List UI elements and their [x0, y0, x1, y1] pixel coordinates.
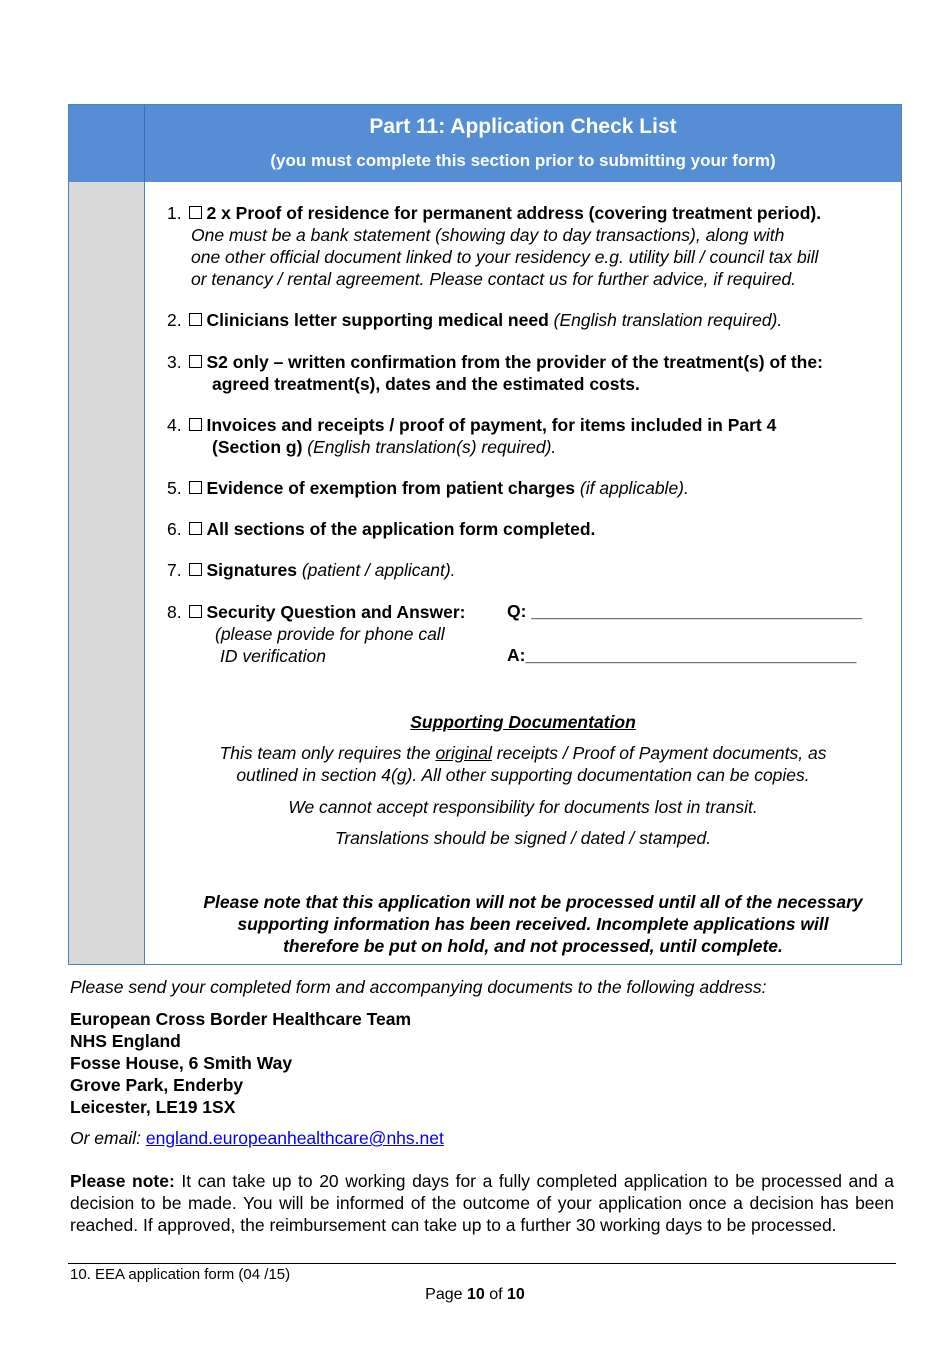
item-number: 5. [167, 478, 182, 498]
final-note-line-2: supporting information has been received. Incomplete applications will [237, 914, 829, 934]
checkbox-icon[interactable] [189, 313, 202, 326]
item-number: 4. [167, 415, 182, 435]
checklist-table [68, 104, 902, 965]
final-note-line-3: therefore be put on hold, and not processed, until complete. [283, 936, 783, 956]
final-note-line-1: Please note that this application will not be processed until all of the necessary [203, 892, 863, 912]
security-answer-field[interactable]: A:__________________________________ [507, 645, 857, 665]
please-note-label: Please note: [70, 1171, 175, 1191]
item-bold-text-cont: agreed treatment(s), dates and the estimated costs. [212, 374, 640, 394]
address-line: Grove Park, Enderby [70, 1075, 244, 1095]
header-left-cell [69, 105, 145, 182]
item-bold-text: S2 only – written confirmation from the provider of the treatment(s) of the: [206, 352, 823, 372]
item-bold-text: Signatures [206, 560, 297, 580]
checklist-item-6 [167, 518, 887, 540]
checkbox-icon[interactable] [189, 605, 202, 618]
page-number: Page 10 of 10 [425, 1286, 525, 1303]
email-link[interactable]: england.europeanhealthcare@nhs.net [145, 1128, 444, 1148]
address-line: Fosse House, 6 Smith Way [70, 1053, 293, 1073]
checklist-body [145, 182, 901, 964]
checkbox-icon[interactable] [189, 522, 202, 535]
checklist-item-7 [167, 559, 887, 581]
item-bold-text-cont: (Section g) [212, 437, 303, 457]
address-line: NHS England [70, 1031, 181, 1051]
item-italic-text: (please provide for phone call [215, 624, 445, 644]
checkbox-icon[interactable] [189, 355, 202, 368]
section-subtitle: (you must complete this section prior to submitting your form) [270, 151, 776, 170]
item-detail-line: or tenancy / rental agreement. Please contact us for further advice, if required. [191, 269, 797, 289]
body-left-cell [69, 182, 145, 964]
item-detail-line: one other official document linked to your residency e.g. utility bill / council tax bill [191, 247, 819, 267]
please-note-text: It can take up to 20 working days for a fully completed application to be processed and a decision to be made. You will be informed of the outcome of your application once a decision has been reached. If approved, the reimbursement can take up to a further 30 working days to be processed. [70, 1171, 894, 1235]
section-title: Part 11: Application Check List [369, 115, 677, 138]
footer-divider [68, 1263, 896, 1264]
item-italic-text: (English translation(s) required). [307, 437, 557, 457]
address-line: European Cross Border Healthcare Team [70, 1009, 412, 1029]
email-line [70, 1127, 894, 1149]
supporting-line-2: outlined in section 4(g). All other supporting documentation can be copies. [236, 765, 810, 785]
checklist-item-5 [167, 477, 887, 499]
item-detail-line: One must be a bank statement (showing day to day transactions), along with [191, 225, 785, 245]
item-bold-text: Evidence of exemption from patient charges [206, 478, 576, 498]
please-note-paragraph [70, 1170, 894, 1236]
supporting-line-1: This team only requires the original receipts / Proof of Payment documents, as [219, 743, 827, 763]
email-label: Or email: [70, 1128, 141, 1148]
checklist-item-2 [167, 309, 887, 331]
item-number: 7. [167, 560, 182, 580]
item-bold-text: Security Question and Answer: [206, 602, 466, 622]
item-bold-text: 2 x Proof of residence for permanent address (covering treatment period). [206, 203, 822, 223]
item-italic-text: (English translation required). [553, 310, 783, 330]
checklist-item-4 [167, 414, 887, 458]
checkbox-icon[interactable] [189, 206, 202, 219]
item-number: 3. [167, 352, 182, 372]
checkbox-icon[interactable] [189, 418, 202, 431]
supporting-title: Supporting Documentation [410, 712, 636, 732]
item-number: 6. [167, 519, 182, 539]
checklist-item-1 [167, 202, 887, 290]
supporting-line-4: Translations should be signed / dated / stamped. [334, 828, 712, 848]
item-number: 1. [167, 203, 182, 223]
form-reference: 10. EEA application form (04 /15) [70, 1266, 291, 1283]
security-question-field[interactable]: Q: __________________________________ [507, 601, 863, 621]
item-number: 2. [167, 310, 182, 330]
checkbox-icon[interactable] [189, 481, 202, 494]
item-number: 8. [167, 602, 182, 622]
item-italic-text: (patient / applicant). [301, 560, 456, 580]
header-cell [145, 105, 901, 182]
item-bold-text: Clinicians letter supporting medical need [206, 310, 549, 330]
supporting-line-3: We cannot accept responsibility for documents lost in transit. [288, 797, 758, 817]
item-italic-text: (if applicable). [579, 478, 689, 498]
send-instruction: Please send your completed form and accompanying documents to the following address: [70, 977, 767, 997]
item-bold-text: All sections of the application form completed. [206, 519, 596, 539]
checklist-item-3 [167, 351, 887, 395]
item-bold-text: Invoices and receipts / proof of payment, for items included in Part 4 [206, 415, 777, 435]
checkbox-icon[interactable] [189, 563, 202, 576]
address-line: Leicester, LE19 1SX [70, 1097, 236, 1117]
item-italic-text: ID verification [220, 646, 327, 666]
